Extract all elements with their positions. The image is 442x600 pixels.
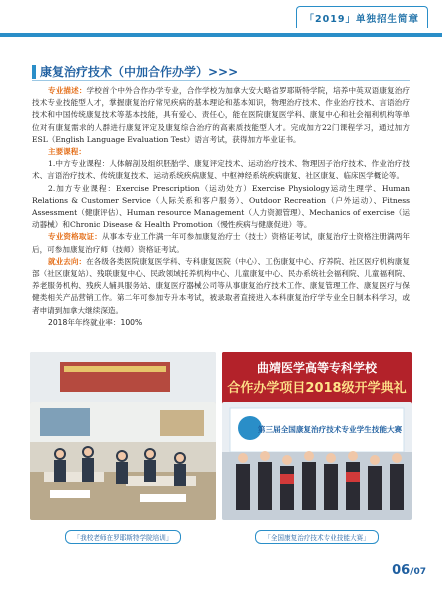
paragraph-courses-label	[32, 146, 410, 158]
photo-training-room-image	[30, 402, 216, 520]
employment-rate-value: 100%	[120, 317, 143, 327]
photo-lower-left-training-rendered	[30, 402, 216, 520]
label-employment: 就业去向：	[48, 256, 87, 266]
header-rule	[0, 33, 442, 37]
caption-photo-4-text: 「全国康复治疗技术专业技能大赛」	[255, 530, 379, 544]
label-courses: 主要课程：	[48, 147, 86, 157]
label-description: 专业描述：	[48, 86, 87, 95]
label-certification: 专业资格取证：	[48, 232, 102, 242]
caption-photo-3	[30, 530, 216, 544]
section-title-text: 康复治疗技术（中加合作办学）>>>	[40, 65, 239, 79]
contest-banner-text: 第三届全国康复治疗技术专业学生技能大赛	[257, 425, 403, 434]
text-employment: 在各级各类医院康复医学科、专科康复医院（中心）、工伤康复中心、疗养院、社区医疗机构康复部（社区康复站）、残联康复中心、民政领域托养机构中心、儿童康复中心、民办系统社会福利院、儿童福利院、养老服务机构、残疾人辅具服务站、康复医疗器械公司等从事康复治疗技术工作、康复管理工作、康复医疗与保健类相关产品营销工作。第二年可参加专升本考试，被录取者直接进入本科康复治疗学专业全日制本科学习，或者申请到加拿大继续深造。	[32, 256, 410, 315]
banner-text-top: 曲靖医学高等专科学校	[256, 361, 378, 375]
photo-contest-image	[222, 402, 412, 520]
employment-rate	[32, 317, 410, 329]
banner-text-mid: 合作办学项目2018级开学典礼	[227, 381, 407, 396]
title-accent-bar	[32, 65, 36, 79]
text-certification: 从事本专业工作满一年可参加康复治疗士（技士）资格证考试，康复治疗士资格注册满两年后，可参加康复治疗师（技师）资格证考试。	[32, 232, 411, 254]
page-number	[392, 559, 426, 578]
page-header	[0, 0, 442, 44]
employment-rate-label: 2018年年终就业率：	[48, 317, 121, 327]
photo-skills-contest-rendered	[222, 402, 412, 520]
caption-photo-3-text: 「我校老师在罗耶斯特学院培训」	[65, 530, 182, 544]
caption-photo-4	[222, 530, 412, 544]
page-number-right: 07	[413, 567, 426, 577]
paragraph-chinese-courses: 1.中方专业课程：人体解剖及组织胚胎学、康复评定技术、运动治疗技术、物理因子治疗技术、作业治疗技术、言语治疗技术、传统康复技术、运动系统疾病康复、中枢神经系统疾病康复、社区康复、临床医学概论等。	[32, 159, 410, 181]
paragraph-certification	[32, 231, 410, 255]
paragraph-employment	[32, 256, 410, 317]
section-title	[32, 63, 238, 80]
page-number-separator: /	[410, 567, 414, 577]
paragraph-description	[32, 85, 410, 146]
text-description: 学校首个中外合作办学专业，合作学校为加拿大安大略省罗耶斯特学院，培养中英双语康复治疗技术专业技能型人才，掌握康复治疗常见疾病的基本理论和基本知识，物理治疗技术、作业治疗技术、言语治疗技术和中国传统康复技术等基本技能，具有爱心、责任心，能在医院康复医学科、康复中心和社会福利机构等单位对有康复需求的人群进行康复评定及康复综合治疗的高素质技能型人才。完成加方22门课程学习，通过加方ESL（English Language Evaluation Test）语言考试，获得加方毕业证书。	[32, 86, 411, 144]
header-label: 「2019」单独招生简章	[296, 6, 428, 28]
body-text	[32, 85, 410, 329]
paragraph-canadian-courses: 2.加方专业课程：Exercise Prescription（运动处方）Exercise Physiology运动生理学、Human Relations & Customer Service（人际关系和客户服务）、Outdoor Recreation（户外运动）、Fitness Assessment（健康评估）、Human resource Management（人力资源管理）、Mechanics of exercise（运动器械）和Chronic Disease & Health Promotion（慢性疾病与健康促进）等。	[32, 183, 410, 230]
page-number-left: 06	[392, 563, 411, 578]
title-underline	[32, 80, 410, 81]
